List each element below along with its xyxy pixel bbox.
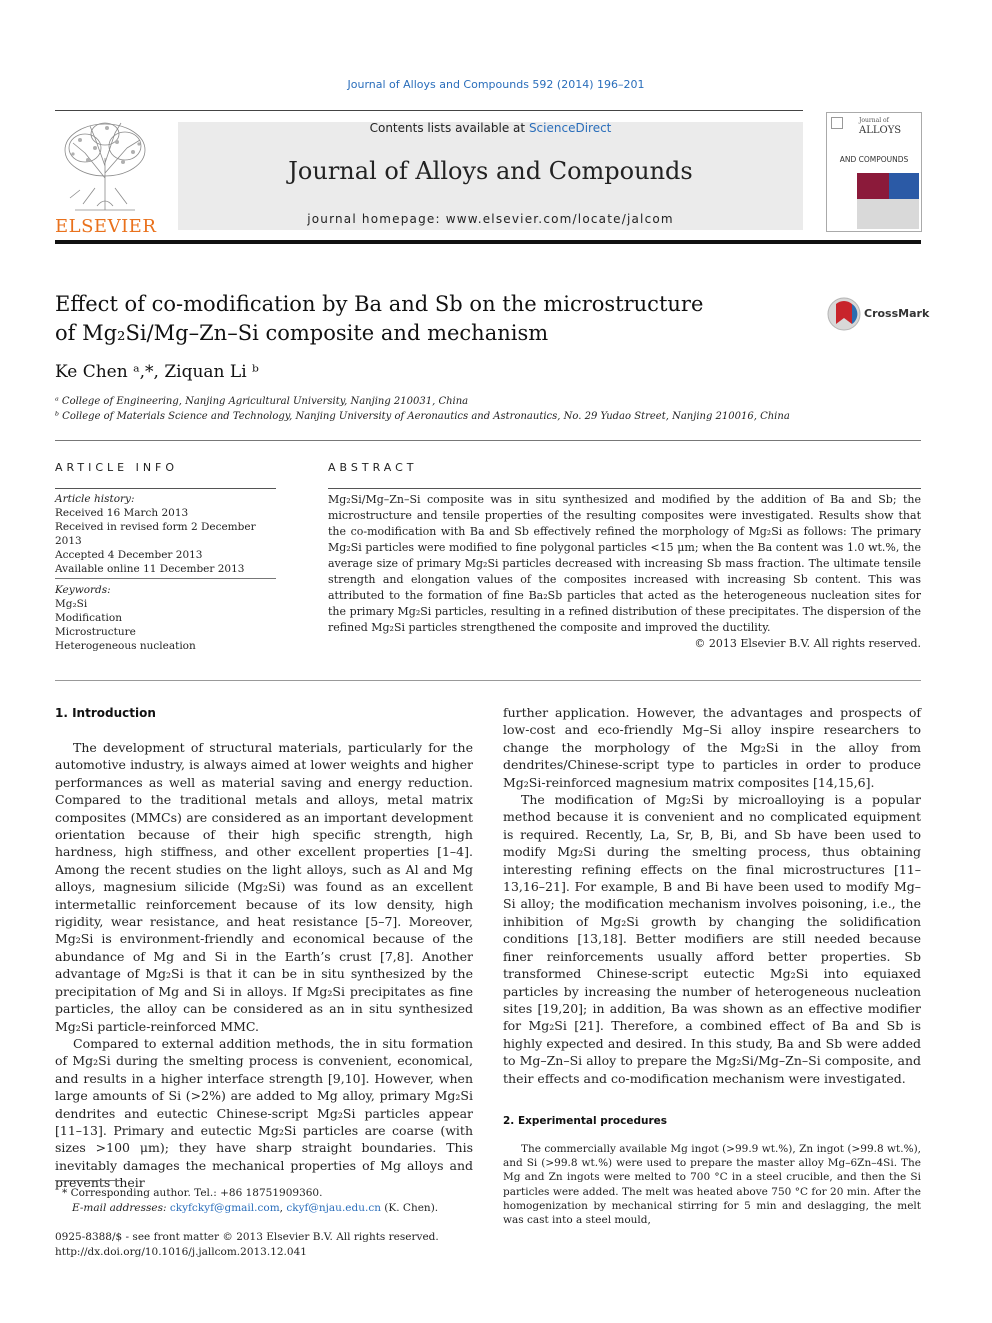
author-list: Ke Chen ᵃ,*, Ziquan Li ᵇ	[55, 362, 259, 382]
affiliation-b: ᵇ College of Materials Science and Technology, Nanjing University of Aeronautics and Astronautics, No. 29 Yudao Street, Nanjing 210016, China	[55, 411, 790, 422]
journal-cover: Journal of ALLOYS AND COMPOUNDS	[826, 112, 922, 232]
section-heading-introduction: 1. Introduction	[55, 706, 156, 720]
introduction-right-column	[503, 704, 921, 1087]
article-info-rule	[55, 488, 276, 489]
abstract-rule	[328, 488, 921, 489]
elsevier-tree-icon	[55, 118, 155, 214]
contents-line: Contents lists available at ScienceDirect	[369, 121, 612, 135]
keywords-rule	[55, 578, 276, 579]
header-rule	[55, 110, 803, 111]
sciencedirect-link[interactable]: ScienceDirect	[528, 121, 612, 135]
keywords: Keywords: Mg₂Si Modification Microstructure Heterogeneous nucleation	[55, 584, 196, 652]
doi-link[interactable]: http://dx.doi.org/10.1016/j.jallcom.2013.12.041	[55, 1246, 307, 1258]
affiliation-a: ᵃ College of Engineering, Nanjing Agricultural University, Nanjing 210031, China	[55, 396, 469, 407]
paragraph: further application. However, the advantages and prospects of low-cost and eco-friendly Mg–Si alloy inspire researchers to change the morphology of the Mg₂Si in the alloy from dendrites/Chinese-script type to particles in order to produce Mg₂Si-reinforced magnesium matrix composites [14,15,6].	[503, 705, 921, 790]
experimental-paragraph: The commercially available Mg ingot (>99.9 wt.%), Zn ingot (>99.8 wt.%), and Si (>99.8 wt.%) were used to prepare the master alloy Mg–6Zn–4Si. The Mg and Zn ingots were melted to 700 °C in a steel crucible, and then the Si particles were added. The melt was heated above 750 °C for 20 min. After the homogenization by mechanical stirring for 5 min and deslagging, the melt was cast into a steel mould,	[503, 1143, 921, 1227]
cover-block-blue	[889, 173, 919, 199]
crossmark-icon	[826, 296, 862, 332]
article-history: Article history: Received 16 March 2013 Received in revised form 2 December 2013 Accepted 4 December 2013 Available online 11 December 2013	[55, 493, 256, 575]
paragraph: The modification of Mg₂Si by microalloying is a popular method because it is convenient and no complicated equipment is required. Recently, La, Sr, B, Bi, and Sb have been used to modify Mg₂Si during the smelting process, thus obtaining interesting refining effects on the final microstructures [11–13,16–21]. For example, B and Bi have been used to modify Mg–Si alloy; the modification mechanism involves poisoning, i.e., the inhibition of Mg₂Si growth by changing the solidification conditions [13,18]. Better modifiers are still needed because finer reinforcements usually afford better properties. Sb transformed Chinese-script eutectic Mg₂Si into equiaxed particles by increasing the number of heterogeneous nucleation sites [19,20]; in addition, Ba was shown as an effective modifier for Mg₂Si [21]. Therefore, a combined effect of Ba and Sb is highly expected and desired. In this study, Ba and Sb were added to Mg–Zn–Si alloy to prepare the Mg₂Si/Mg–Zn–Si composite, and their effects and co-modification mechanism were investigated.	[503, 792, 921, 1086]
corresponding-author-note: * Corresponding author. Tel.: +86 18751909360. E-mail addresses: ckyfckyf@gmail.com, ckyf@njau.edu.cn (K. Chen).	[62, 1187, 439, 1214]
journal-citation[interactable]: Journal of Alloys and Compounds 592 (2014) 196–201	[347, 78, 645, 91]
issn-line: 0925-8388/$ - see front matter © 2013 Elsevier B.V. All rights reserved.	[55, 1231, 439, 1243]
section-heading-experimental: 2. Experimental procedures	[503, 1115, 668, 1127]
abstract-label: ABSTRACT	[328, 461, 418, 474]
email-link-2[interactable]: ckyf@njau.edu.cn	[286, 1202, 381, 1214]
footnote-rule	[55, 1180, 121, 1181]
header-thick-rule	[55, 240, 921, 244]
cover-block-grey	[857, 199, 919, 229]
crossmark-badge[interactable]: CrossMark	[826, 296, 926, 336]
cover-corner-icon	[831, 117, 843, 129]
elsevier-wordmark: ELSEVIER	[55, 216, 157, 237]
paragraph: The development of structural materials, particularly for the automotive industry, is always aimed at lower weights and higher performances as well as material saving and energy reduction. Compared to the traditional metals and alloys, metal matrix composites (MMCs) are considered as an important development orientation because of their high specific strength, high hardness, high stiffness, and other excellent properties [1–4]. Among the recent studies on the light alloys, such as Al and Mg alloys, magnesium silicide (Mg₂Si) was found as an excellent intermetallic reinforcement because of its low density, high rigidity, wear resistance, and heat resistance [5–7]. Moreover, Mg₂Si is environment-friendly and economical because of the abundance of Mg and Si in the Earth’s crust [7,8]. Another advantage of Mg₂Si is that it can be in situ synthesized by the precipitation of Mg and Si in alloys. If Mg₂Si precipitates as fine particles, the alloy can be considered as an in situ synthesized Mg₂Si particle-reinforced MMC.	[55, 740, 473, 1034]
journal-homepage[interactable]: journal homepage: www.elsevier.com/locate/jalcom	[307, 212, 674, 226]
front-matter-rule	[55, 680, 921, 681]
introduction-left-column	[55, 739, 473, 1192]
email-link-1[interactable]: ckyfckyf@gmail.com	[169, 1202, 280, 1214]
abstract-copyright: © 2013 Elsevier B.V. All rights reserved.	[694, 637, 921, 650]
elsevier-logo	[55, 118, 155, 236]
paragraph: Compared to external addition methods, the in situ formation of Mg₂Si during the smelting process is convenient, economical, and results in a higher interface strength [9,10]. However, when large amounts of Si (>2%) are added to Mg alloy, primary Mg₂Si dendrites and eutectic Chinese-script Mg₂Si particles appear [11–13]. Primary and eutectic Mg₂Si particles are coarse (with sizes >100 μm); they have sharp straight boundaries. This inevitably damages the mechanical properties of Mg alloys and prevents their	[55, 1035, 473, 1191]
affiliation-rule	[55, 440, 921, 441]
journal-title: Journal of Alloys and Compounds	[288, 157, 693, 185]
cover-block-red	[857, 173, 889, 199]
article-info-label: ARTICLE INFO	[55, 461, 179, 474]
paper-title: Effect of co-modification by Ba and Sb on the microstructure of Mg₂Si/Mg–Zn–Si composite and mechanism	[55, 292, 704, 345]
abstract-text: Mg₂Si/Mg–Zn–Si composite was in situ synthesized and modified by the addition of Ba and Sb; the microstructure and tensile properties of the resulting composites were investigated. Results show that the co-modification with Ba and Sb effectively refined the morphology of Mg₂Si as follows: The primary Mg₂Si particles were modified to fine polygonal particles <15 μm; when the Ba content was 1.0 wt.%, the average size of primary Mg₂Si particles decreased with increasing Sb mass fraction. The ultimate tensile strength and elongation values of the composites increased with increasing Sb content. This was attributed to the formation of fine Ba₂Sb particles that acted as the heterogeneous nucleation sites for the primary Mg₂Si particles, resulting in a refined distribution of these precipitates. The dispersion of the refined Mg₂Si particles strengthened the composite and improved the ductility.	[328, 493, 921, 634]
